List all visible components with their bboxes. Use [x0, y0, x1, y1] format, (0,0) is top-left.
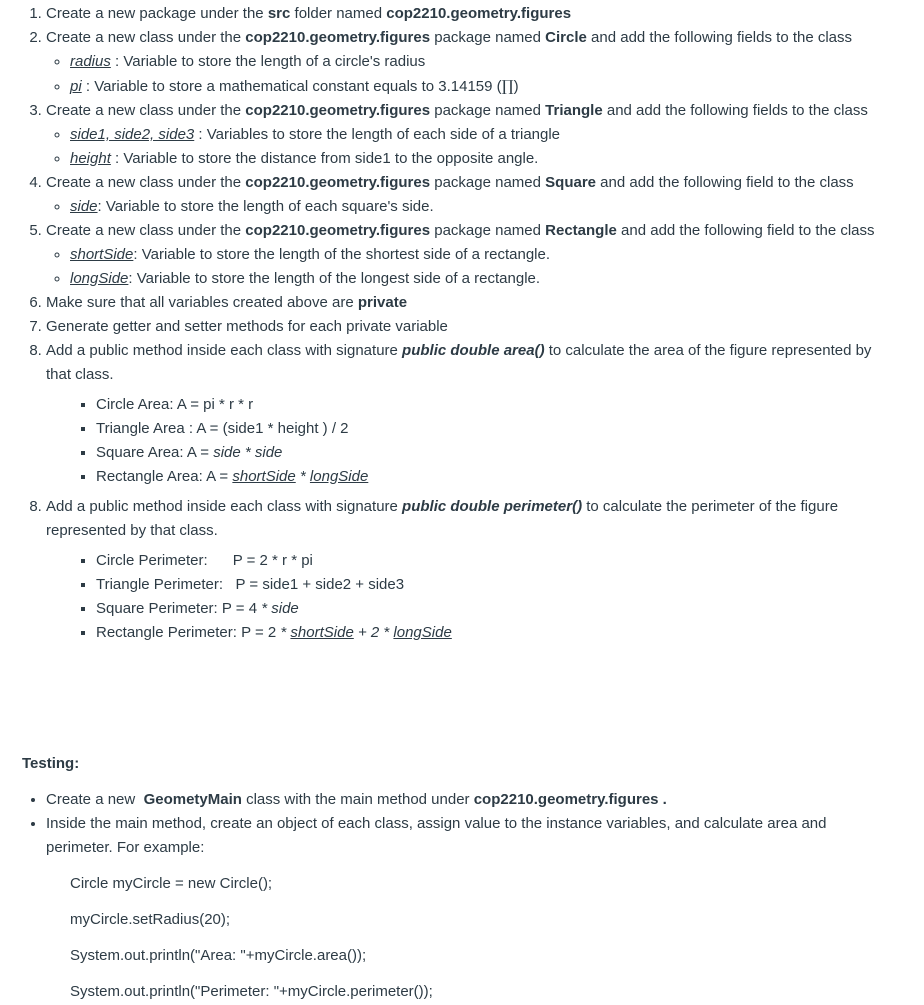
- code-line: System.out.println("Perimeter: "+myCircle.perimeter());: [70, 983, 433, 1000]
- formula-item: ▪ Square Area: A = side * side: [96, 441, 886, 465]
- formula-item: ▪ Triangle Area : A = (side1 * height ) / 2: [96, 417, 886, 441]
- step-4: 4. Create a new class under the cop2210.geometry.figures package named Square and add the following field to the class ◦ side: Variable to store the length of each square's side.: [46, 171, 886, 219]
- field-item: ◦ height : Variable to store the distance from side1 to the opposite angle.: [70, 147, 886, 171]
- step-5: 5. Create a new class under the cop2210.geometry.figures package named Rectangle and add the following field to the class ◦ shortSide: Variable to store the length of the shortest side of a rectangle. ◦ longSide: Variable to store the length of the longest side of a rectangle.: [46, 219, 886, 291]
- formula-item: ▪ Triangle Perimeter: P = side1 + side2 + side3: [96, 573, 886, 597]
- step-7: 7. Generate getter and setter methods for each private variable: [46, 315, 886, 339]
- field-item: ◦ radius : Variable to store the length of a circle's radius: [70, 50, 886, 74]
- formula-item: ▪ Circle Perimeter: P = 2 * r * pi: [96, 549, 886, 573]
- step-6: 6. Make sure that all variables created above are private: [46, 291, 886, 315]
- formula-item: ▪ Rectangle Perimeter: P = 2 * shortSide + 2 * longSide: [96, 621, 886, 645]
- step-2: 2. Create a new class under the cop2210.geometry.figures package named Circle and add the following fields to the class ◦ radius : Variable to store the length of a circle's radius ◦ pi : Variable to store a mathematical constant equals to 3.14159 (∏): [46, 26, 886, 99]
- pi-symbol: ∏: [501, 77, 514, 95]
- testing-bullet: • Inside the main method, create an object of each class, assign value to the instance variables, and calculate area and perimeter. For example:: [46, 812, 876, 860]
- code-line: myCircle.setRadius(20);: [70, 911, 231, 928]
- code-line: Circle myCircle = new Circle();: [70, 875, 273, 892]
- step-1: 1. Create a new package under the src folder named cop2210.geometry.figures: [46, 2, 886, 26]
- code-line: System.out.println("Area: "+myCircle.area());: [70, 947, 367, 964]
- formula-item: ▪ Square Perimeter: P = 4 * side: [96, 597, 886, 621]
- step-8-area: 8. Add a public method inside each class with signature public double area() to calculate the area of the figure represented by that class. ▪ Circle Area: A = pi * r * r ▪ Triangle Area : A = (side1 * height ) / 2 ▪ Square Area: A = side * side ▪ Rectangle Area: A = shortSide * longSide: [46, 339, 886, 495]
- step-3: 3. Create a new class under the cop2210.geometry.figures package named Triangle and add the following fields to the class ◦ side1, side2, side3 : Variables to store the length of each side of a triangle ◦ height : Variable to store the distance from side1 to the opposite angle.: [46, 99, 886, 171]
- field-item: ◦ longSide: Variable to store the length of the longest side of a rectangle.: [70, 267, 886, 291]
- formula-item: ▪ Rectangle Area: A = shortSide * longSide: [96, 465, 886, 489]
- formula-item: ▪ Circle Area: A = pi * r * r: [96, 393, 886, 417]
- instruction-list: [0, 2, 886, 645]
- step-8-perimeter: 8. Add a public method inside each class with signature public double perimeter() to calculate the perimeter of the figure represented by that class. ▪ Circle Perimeter: P = 2 * r * pi ▪ Triangle Perimeter: P = side1 + side2 + side3 ▪ Square Perimeter: P = 4 * side ▪ Rectangle Perimeter: P = 2 * shortSide + 2 * longSide: [46, 495, 886, 645]
- field-item: ◦ side1, side2, side3 : Variables to store the length of each side of a triangle: [70, 123, 886, 147]
- field-item: ◦ side: Variable to store the length of each square's side.: [70, 195, 886, 219]
- field-item: ◦ shortSide: Variable to store the length of the shortest side of a rectangle.: [70, 243, 886, 267]
- testing-bullet: • Create a new GeometyMain class with the main method under cop2210.geometry.figures .: [46, 788, 876, 812]
- testing-heading: Testing:: [22, 755, 80, 772]
- field-item: ◦ pi : Variable to store a mathematical constant equals to 3.14159 (∏): [70, 74, 886, 99]
- testing-list: [0, 788, 876, 860]
